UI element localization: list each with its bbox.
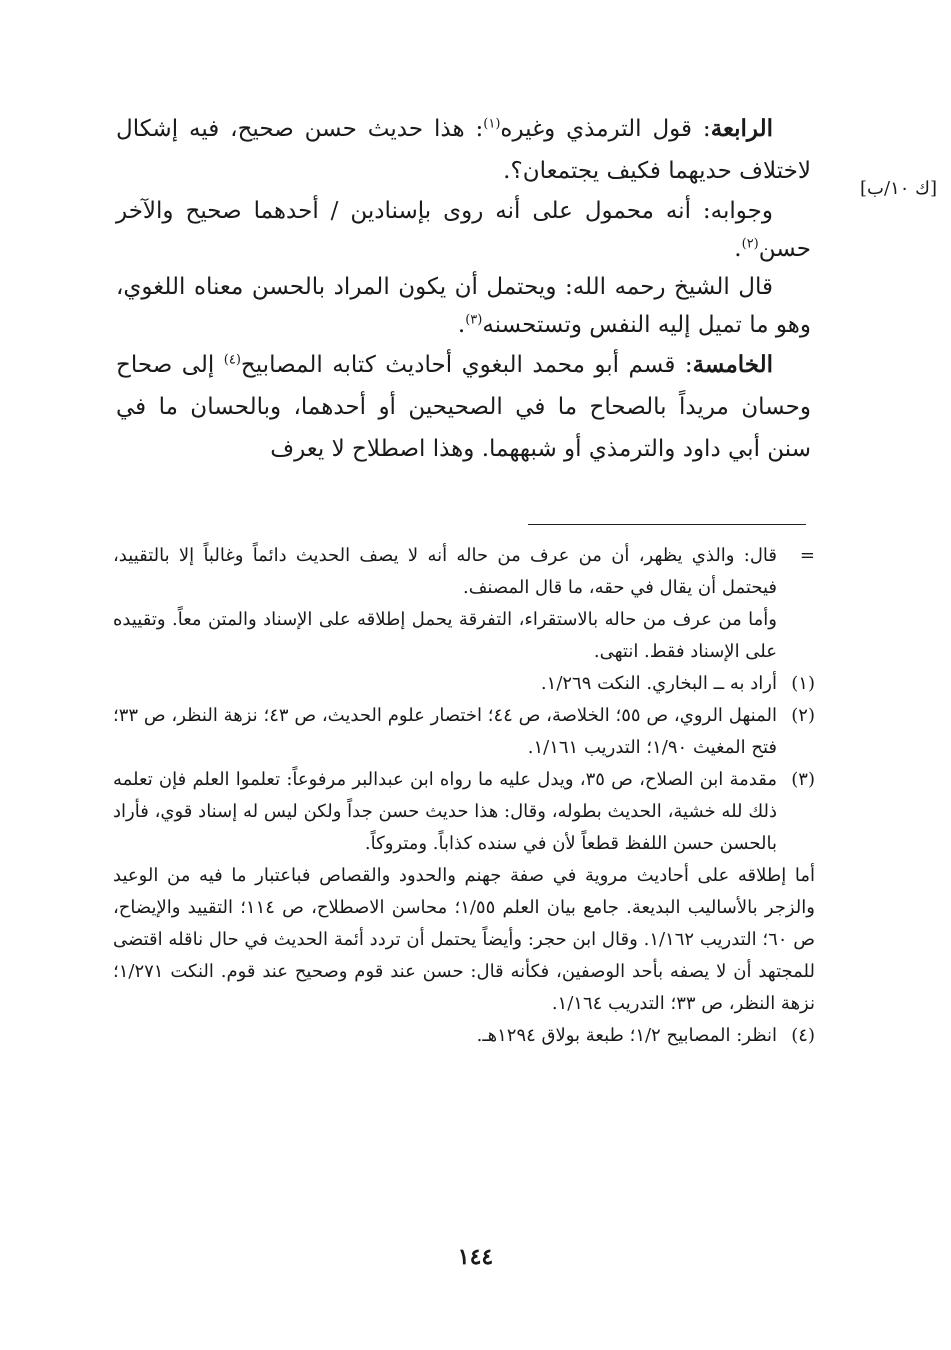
footnote-2 (113, 700, 815, 764)
footnote-3-continued (113, 860, 815, 1020)
section-label-fourth: الرابعة (710, 115, 773, 142)
footnote-text: انظر: المصابيح ١/٢؛ طبعة بولاق ١٢٩٤هـ. (476, 1025, 777, 1046)
footnote-ref-4[interactable]: (٤) (223, 352, 241, 368)
paragraph-sheikh-said (116, 268, 811, 344)
footnote-number: (٢) (791, 705, 815, 726)
margin-manuscript-reference: [ك ١٠/ب] (860, 178, 937, 199)
paragraph-text: قال الشيخ رحمه الله: ويحتمل أن يكون المراد بالحسن معناه اللغوي، وهو ما تميل إليه النفس وتستحسنه (116, 274, 811, 338)
footnote-text: أراد به ــ البخاري. النكت ١/٢٦٩. (540, 673, 777, 694)
footnotes (113, 540, 815, 1052)
footnote-ref-1[interactable]: (١) (483, 116, 501, 132)
paragraph-text: . (734, 236, 742, 262)
paragraph-text: وجوابه: أنه محمول على أنه روى بإسنادين / أحدهما صحيح والآخر حسن (116, 198, 811, 262)
main-text (116, 108, 811, 470)
footnote-text: المنهل الروي، ص ٥٥؛ الخلاصة، ص ٤٤؛ اختصار علوم الحديث، ص ٤٣؛ نزهة النظر، ص ٣٣؛ فتح المغيث ١/٩٠؛ التدريب ١/١٦١. (113, 705, 777, 758)
continuation-marker: = (799, 545, 815, 566)
footnote-separator (528, 524, 806, 525)
footnote-number: (١) (791, 673, 815, 694)
footnote-text: أما إطلاقه على أحاديث مروية في صفة جهنم والحدود والقصاص فباعتبار ما فيه من الوعيد والزجر بالأساليب البديعة. جامع بيان العلم ١/٥٥؛ محاسن الاصطلاح، ص ١١٤؛ التقييد والإيضاح، ص ٦٠؛ التدريب ١/١٦٢. وقال ابن حجر: وأيضاً يحتمل أن تردد أئمة الحديث في حال ناقله اقتضى للمجتهد أن لا يصفه بأحد الوصفين، فكأنه قال: حسن عند قوم وصحيح عند قوم. النكت ١/٢٧١؛ نزهة النظر، ص ٣٣؛ التدريب ١/١٦٤. (113, 865, 816, 1014)
footnote-text: وأما من عرف من حاله بالاستقراء، التفرقة يحمل إطلاقه على الإسناد والمتن معاً. وتقييده على الإسناد فقط. انتهى. (113, 609, 777, 662)
paragraph-text: : قول الترمذي وغيره (500, 116, 711, 142)
page-number: ١٤٤ (457, 1244, 494, 1270)
paragraph-fifth-issue (116, 344, 811, 470)
footnote-4 (113, 1020, 815, 1052)
paragraph-text: : هذا حديث حسن صحيح، فيه إشكال لاختلاف حديهما فكيف يجتمعان؟. (116, 116, 811, 184)
footnote-3 (113, 764, 815, 860)
paragraph-fourth-issue (116, 108, 811, 192)
paragraph-text: إلى صحاح وحسان مريداً بالصحاح ما في الصحيحين أو أحدهما، وبالحسان ما في سنن أبي داود والترمذي أو شبههما. وهذا اصطلاح لا يعرف (116, 352, 811, 462)
footnote-ref-3[interactable]: (٣) (465, 312, 483, 328)
footnote-number: (٣) (791, 769, 815, 790)
footnote-text: قال: والذي يظهر، أن من عرف من حاله أنه لا يصف الحديث دائماً وغالباً إلا بالتقييد، فيحتمل أن يقال في حقه، ما قال المصنف. (113, 545, 777, 598)
paragraph-text: : قسم أبو محمد البغوي أحاديث كتابه المصابيح (240, 352, 693, 378)
footnote-continuation (113, 540, 815, 668)
footnote-1 (113, 668, 815, 700)
paragraph-text: . (457, 312, 466, 338)
footnote-text: مقدمة ابن الصلاح، ص ٣٥، ويدل عليه ما رواه ابن عبدالبر مرفوعاً: تعلموا العلم فإن تعلمه ذلك لله خشية، الحديث بطوله، وقال: هذا حديث حسن جداً ولكن ليس له إسناد قوي، فأراد بالحسن حسن اللفظ قطعاً لأن في سنده كذاباً. ومتروكاً. (113, 769, 777, 854)
footnote-ref-2[interactable]: (٢) (741, 236, 759, 252)
paragraph-answer (116, 192, 811, 268)
footnote-number: (٤) (791, 1025, 815, 1046)
section-label-fifth: الخامسة (692, 351, 774, 378)
